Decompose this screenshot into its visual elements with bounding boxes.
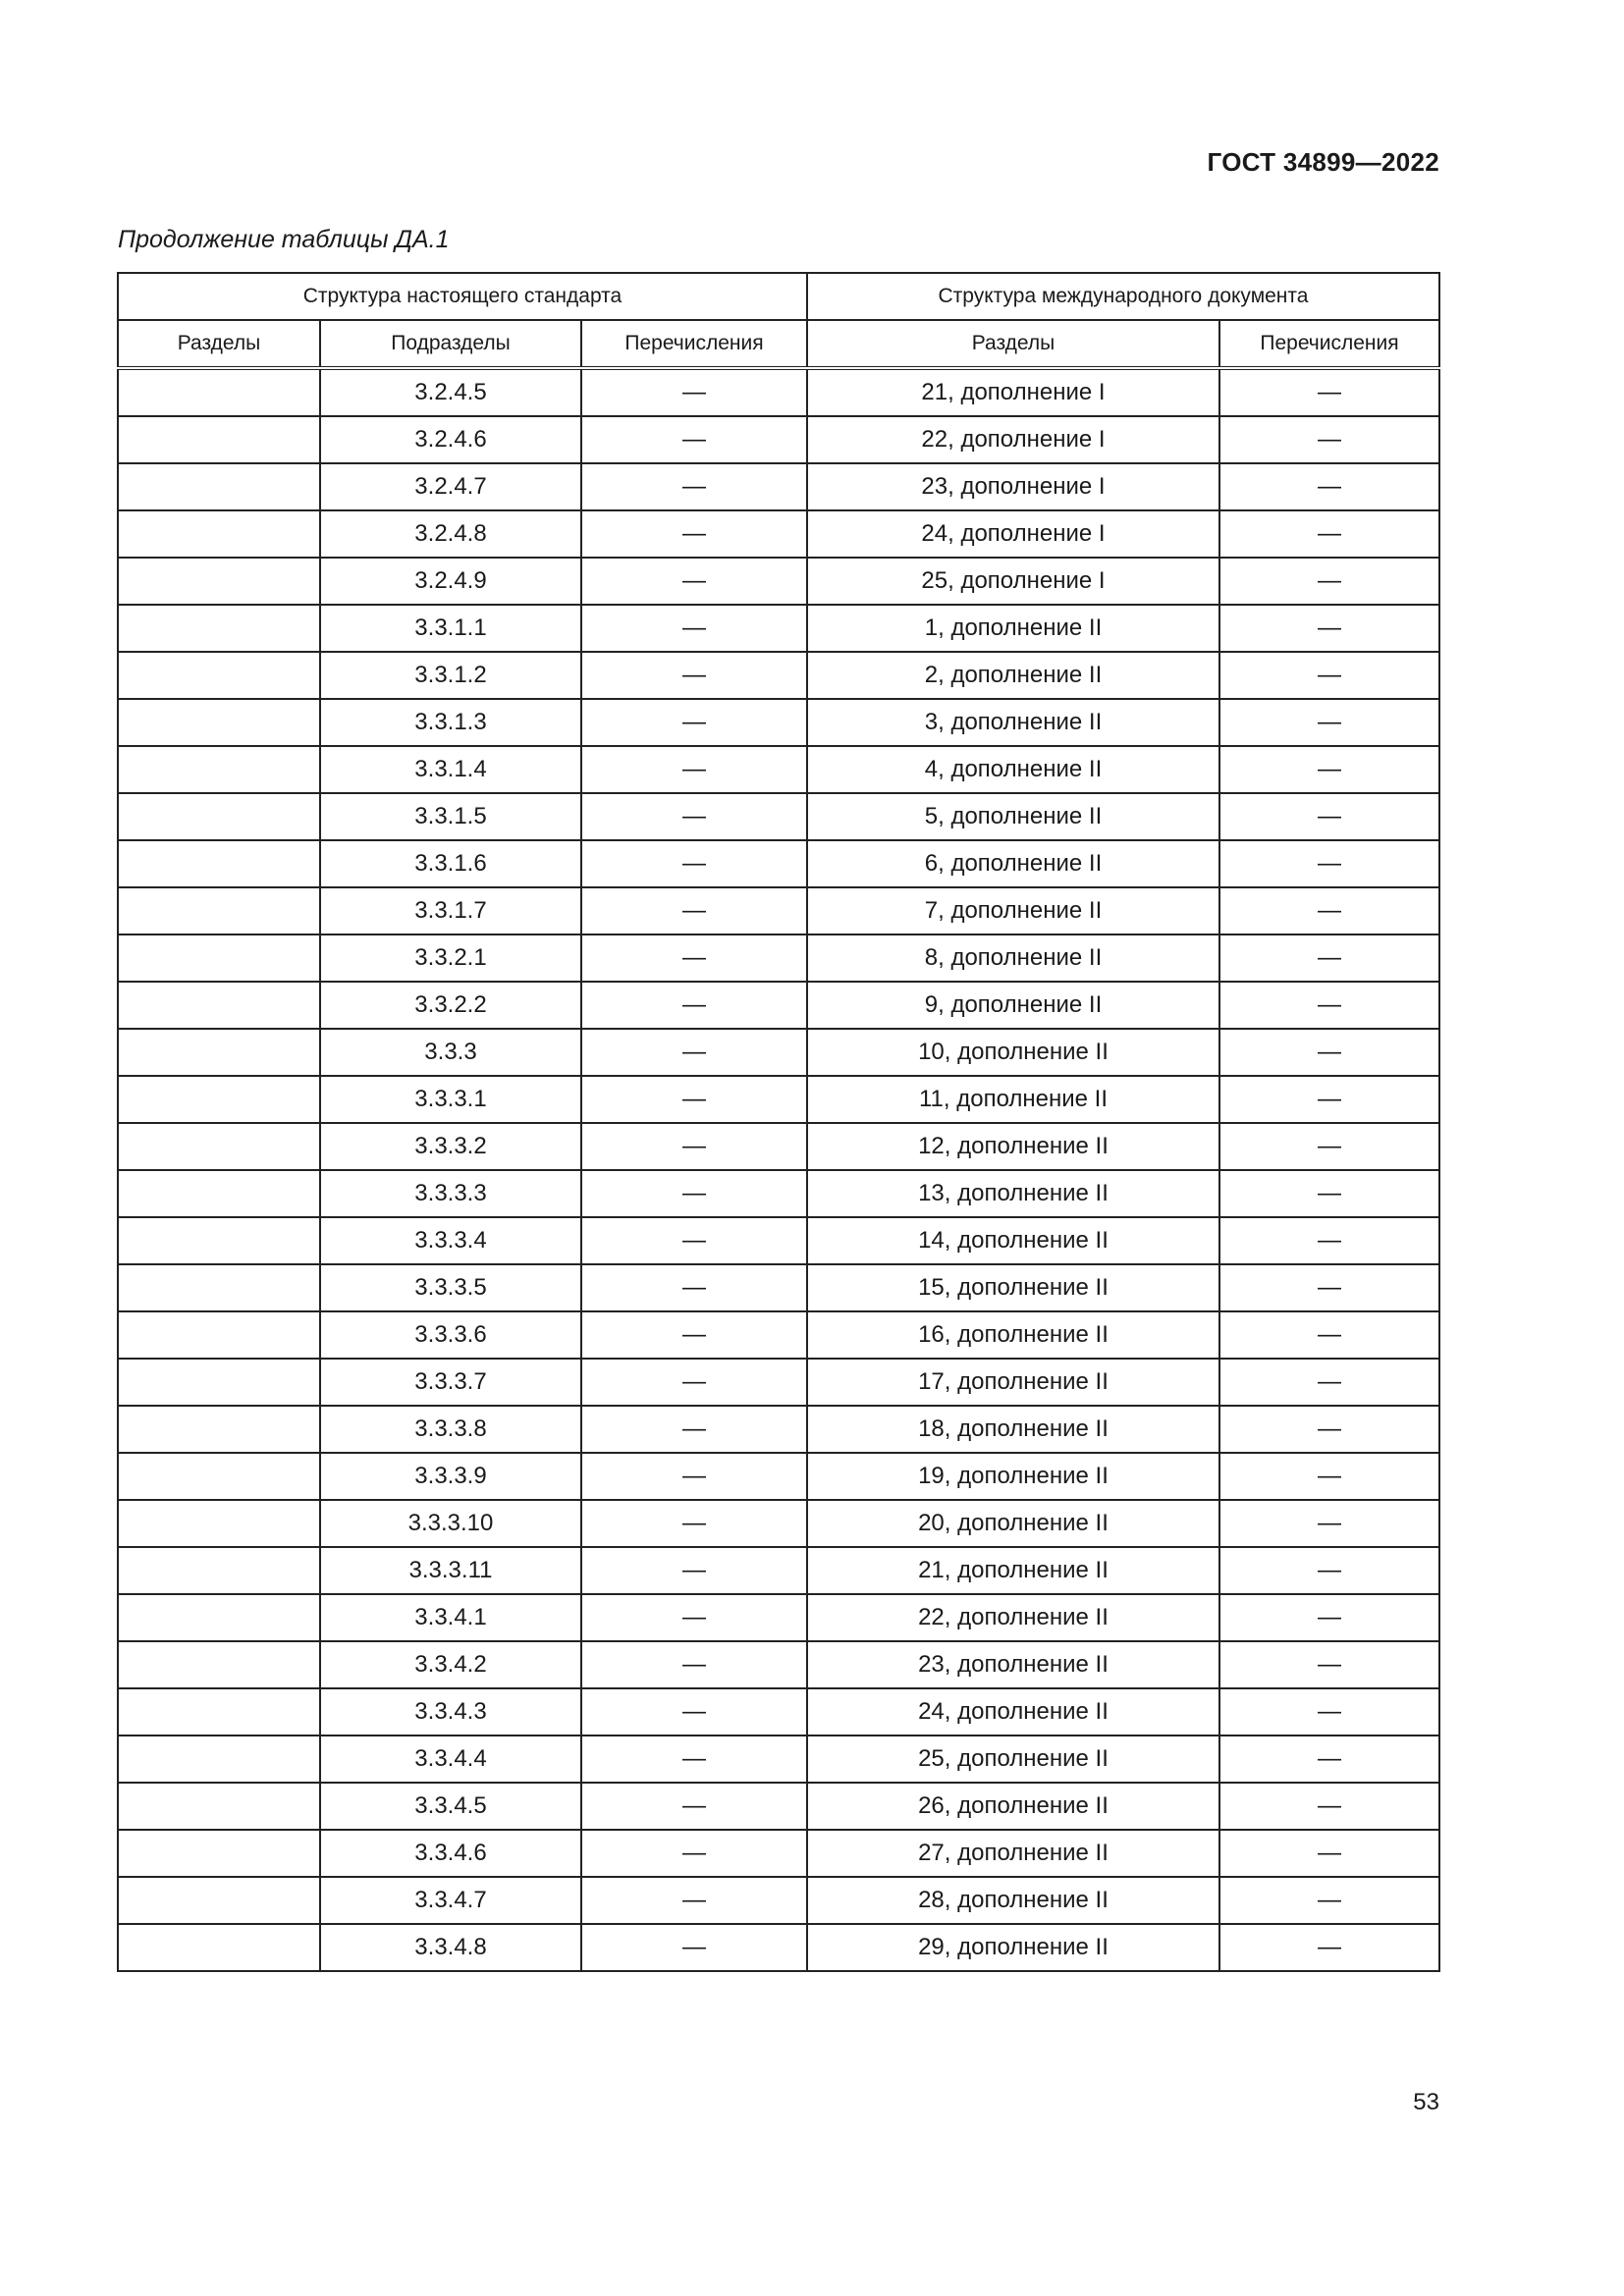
cell-intl-section: 6, дополнение II <box>807 840 1219 887</box>
column-header-intl-sections: Разделы <box>807 320 1219 368</box>
cell-intl-enumeration: — <box>1219 1170 1439 1217</box>
cell-subsection: 3.3.3.8 <box>320 1406 581 1453</box>
table-row <box>118 793 1439 840</box>
table-row <box>118 1594 1439 1641</box>
cell-section <box>118 934 320 982</box>
table-row <box>118 1641 1439 1688</box>
cell-subsection: 3.3.1.2 <box>320 652 581 699</box>
cell-enumeration: — <box>581 1406 807 1453</box>
cell-section <box>118 368 320 416</box>
cell-section <box>118 1406 320 1453</box>
cell-enumeration: — <box>581 1170 807 1217</box>
table-header <box>118 273 1439 368</box>
cell-section <box>118 463 320 510</box>
cell-intl-section: 18, дополнение II <box>807 1406 1219 1453</box>
cell-intl-enumeration: — <box>1219 368 1439 416</box>
cell-intl-enumeration: — <box>1219 558 1439 605</box>
cell-intl-enumeration: — <box>1219 1123 1439 1170</box>
cell-section <box>118 746 320 793</box>
table-row <box>118 699 1439 746</box>
cell-intl-enumeration: — <box>1219 1877 1439 1924</box>
cell-intl-section: 3, дополнение II <box>807 699 1219 746</box>
cell-section <box>118 1500 320 1547</box>
cell-subsection: 3.3.4.2 <box>320 1641 581 1688</box>
cell-enumeration: — <box>581 934 807 982</box>
cell-intl-section: 4, дополнение II <box>807 746 1219 793</box>
table-row <box>118 652 1439 699</box>
cell-intl-enumeration: — <box>1219 982 1439 1029</box>
cell-subsection: 3.3.4.4 <box>320 1735 581 1783</box>
cell-subsection: 3.3.3.2 <box>320 1123 581 1170</box>
cell-intl-section: 13, дополнение II <box>807 1170 1219 1217</box>
cell-enumeration: — <box>581 793 807 840</box>
cell-intl-enumeration: — <box>1219 1830 1439 1877</box>
cell-section <box>118 1735 320 1783</box>
cell-intl-section: 25, дополнение I <box>807 558 1219 605</box>
cell-subsection: 3.3.4.8 <box>320 1924 581 1971</box>
table-body <box>118 368 1439 1971</box>
group-header-row <box>118 273 1439 320</box>
cell-intl-section: 23, дополнение I <box>807 463 1219 510</box>
table-row <box>118 1406 1439 1453</box>
table-row <box>118 1453 1439 1500</box>
cell-intl-enumeration: — <box>1219 463 1439 510</box>
group-header-this-standard: Структура настоящего стандарта <box>118 273 807 320</box>
cell-intl-enumeration: — <box>1219 1453 1439 1500</box>
table-row <box>118 1500 1439 1547</box>
column-header-intl-enumerations: Перечисления <box>1219 320 1439 368</box>
cell-section <box>118 1311 320 1359</box>
cell-enumeration: — <box>581 416 807 463</box>
cell-section <box>118 652 320 699</box>
correspondence-table <box>117 272 1440 1972</box>
cell-enumeration: — <box>581 982 807 1029</box>
cell-subsection: 3.3.1.1 <box>320 605 581 652</box>
cell-intl-section: 23, дополнение II <box>807 1641 1219 1688</box>
cell-intl-enumeration: — <box>1219 1924 1439 1971</box>
cell-subsection: 3.2.4.6 <box>320 416 581 463</box>
group-header-international-document: Структура международного документа <box>807 273 1439 320</box>
cell-subsection: 3.2.4.9 <box>320 558 581 605</box>
table-row <box>118 1783 1439 1830</box>
cell-enumeration: — <box>581 463 807 510</box>
cell-subsection: 3.3.4.6 <box>320 1830 581 1877</box>
cell-subsection: 3.3.3.3 <box>320 1170 581 1217</box>
column-header-enumerations: Перечисления <box>581 320 807 368</box>
cell-subsection: 3.3.3.7 <box>320 1359 581 1406</box>
cell-subsection: 3.3.1.5 <box>320 793 581 840</box>
cell-subsection: 3.3.4.3 <box>320 1688 581 1735</box>
cell-section <box>118 510 320 558</box>
cell-enumeration: — <box>581 1311 807 1359</box>
cell-intl-section: 20, дополнение II <box>807 1500 1219 1547</box>
cell-intl-enumeration: — <box>1219 699 1439 746</box>
cell-intl-enumeration: — <box>1219 1406 1439 1453</box>
table-row <box>118 368 1439 416</box>
cell-section <box>118 1594 320 1641</box>
page-number: 53 <box>1413 2089 1439 2115</box>
table-row <box>118 510 1439 558</box>
cell-subsection: 3.3.3.4 <box>320 1217 581 1264</box>
cell-intl-enumeration: — <box>1219 746 1439 793</box>
cell-subsection: 3.2.4.5 <box>320 368 581 416</box>
cell-subsection: 3.3.3.5 <box>320 1264 581 1311</box>
cell-intl-section: 28, дополнение II <box>807 1877 1219 1924</box>
cell-intl-enumeration: — <box>1219 1735 1439 1783</box>
cell-intl-section: 12, дополнение II <box>807 1123 1219 1170</box>
table-row <box>118 1359 1439 1406</box>
cell-intl-section: 15, дополнение II <box>807 1264 1219 1311</box>
cell-intl-enumeration: — <box>1219 1264 1439 1311</box>
cell-intl-enumeration: — <box>1219 887 1439 934</box>
table-row <box>118 605 1439 652</box>
cell-section <box>118 840 320 887</box>
table-row <box>118 1076 1439 1123</box>
cell-intl-section: 5, дополнение II <box>807 793 1219 840</box>
cell-subsection: 3.3.2.1 <box>320 934 581 982</box>
cell-enumeration: — <box>581 887 807 934</box>
table-row <box>118 416 1439 463</box>
cell-section <box>118 1641 320 1688</box>
column-header-subsections: Подразделы <box>320 320 581 368</box>
cell-intl-enumeration: — <box>1219 1217 1439 1264</box>
cell-subsection: 3.3.3.9 <box>320 1453 581 1500</box>
cell-enumeration: — <box>581 1076 807 1123</box>
cell-intl-enumeration: — <box>1219 1641 1439 1688</box>
cell-intl-section: 29, дополнение II <box>807 1924 1219 1971</box>
cell-section <box>118 1170 320 1217</box>
cell-enumeration: — <box>581 1830 807 1877</box>
cell-enumeration: — <box>581 1594 807 1641</box>
cell-section <box>118 887 320 934</box>
cell-enumeration: — <box>581 1735 807 1783</box>
cell-enumeration: — <box>581 605 807 652</box>
cell-subsection: 3.3.1.7 <box>320 887 581 934</box>
table-row <box>118 1311 1439 1359</box>
cell-intl-section: 24, дополнение I <box>807 510 1219 558</box>
cell-intl-section: 16, дополнение II <box>807 1311 1219 1359</box>
cell-enumeration: — <box>581 1783 807 1830</box>
cell-section <box>118 1924 320 1971</box>
cell-section <box>118 1877 320 1924</box>
cell-subsection: 3.3.3.11 <box>320 1547 581 1594</box>
table-row <box>118 1264 1439 1311</box>
cell-subsection: 3.2.4.7 <box>320 463 581 510</box>
cell-section <box>118 1688 320 1735</box>
cell-intl-section: 7, дополнение II <box>807 887 1219 934</box>
cell-intl-section: 1, дополнение II <box>807 605 1219 652</box>
cell-enumeration: — <box>581 1359 807 1406</box>
cell-enumeration: — <box>581 1264 807 1311</box>
cell-enumeration: — <box>581 1877 807 1924</box>
cell-section <box>118 1029 320 1076</box>
cell-section <box>118 558 320 605</box>
table-row <box>118 1217 1439 1264</box>
cell-subsection: 3.3.3.10 <box>320 1500 581 1547</box>
column-header-row <box>118 320 1439 368</box>
cell-intl-enumeration: — <box>1219 652 1439 699</box>
cell-section <box>118 1076 320 1123</box>
cell-intl-section: 9, дополнение II <box>807 982 1219 1029</box>
cell-intl-enumeration: — <box>1219 793 1439 840</box>
table-row <box>118 1924 1439 1971</box>
cell-intl-enumeration: — <box>1219 1359 1439 1406</box>
table-row <box>118 558 1439 605</box>
cell-subsection: 3.3.3.6 <box>320 1311 581 1359</box>
table-row <box>118 934 1439 982</box>
cell-intl-enumeration: — <box>1219 1594 1439 1641</box>
table-caption: Продолжение таблицы ДА.1 <box>118 226 450 253</box>
cell-section <box>118 699 320 746</box>
cell-intl-section: 21, дополнение I <box>807 368 1219 416</box>
cell-intl-section: 11, дополнение II <box>807 1076 1219 1123</box>
cell-intl-section: 26, дополнение II <box>807 1783 1219 1830</box>
cell-section <box>118 1783 320 1830</box>
cell-intl-section: 2, дополнение II <box>807 652 1219 699</box>
cell-intl-enumeration: — <box>1219 510 1439 558</box>
cell-intl-section: 27, дополнение II <box>807 1830 1219 1877</box>
cell-intl-section: 8, дополнение II <box>807 934 1219 982</box>
cell-section <box>118 1264 320 1311</box>
cell-enumeration: — <box>581 1547 807 1594</box>
cell-enumeration: — <box>581 699 807 746</box>
cell-enumeration: — <box>581 1924 807 1971</box>
table-row <box>118 1830 1439 1877</box>
cell-intl-section: 25, дополнение II <box>807 1735 1219 1783</box>
cell-subsection: 3.3.1.6 <box>320 840 581 887</box>
cell-section <box>118 1359 320 1406</box>
cell-intl-enumeration: — <box>1219 840 1439 887</box>
cell-subsection: 3.3.1.4 <box>320 746 581 793</box>
cell-enumeration: — <box>581 1123 807 1170</box>
cell-intl-enumeration: — <box>1219 1783 1439 1830</box>
cell-subsection: 3.3.4.5 <box>320 1783 581 1830</box>
cell-intl-section: 17, дополнение II <box>807 1359 1219 1406</box>
cell-subsection: 3.3.3 <box>320 1029 581 1076</box>
cell-enumeration: — <box>581 1500 807 1547</box>
cell-subsection: 3.3.4.7 <box>320 1877 581 1924</box>
cell-section <box>118 1453 320 1500</box>
cell-section <box>118 982 320 1029</box>
table-row <box>118 1123 1439 1170</box>
cell-intl-section: 21, дополнение II <box>807 1547 1219 1594</box>
cell-intl-enumeration: — <box>1219 1688 1439 1735</box>
cell-section <box>118 793 320 840</box>
table-row <box>118 1877 1439 1924</box>
cell-intl-section: 22, дополнение I <box>807 416 1219 463</box>
cell-section <box>118 1217 320 1264</box>
cell-intl-enumeration: — <box>1219 1029 1439 1076</box>
cell-intl-enumeration: — <box>1219 1547 1439 1594</box>
table-row <box>118 1547 1439 1594</box>
column-header-sections: Разделы <box>118 320 320 368</box>
cell-enumeration: — <box>581 1453 807 1500</box>
document-code: ГОСТ 34899—2022 <box>1207 147 1439 177</box>
cell-section <box>118 1830 320 1877</box>
table-row <box>118 1029 1439 1076</box>
cell-subsection: 3.3.4.1 <box>320 1594 581 1641</box>
table-row <box>118 1170 1439 1217</box>
cell-section <box>118 416 320 463</box>
cell-intl-enumeration: — <box>1219 1311 1439 1359</box>
table-row <box>118 1735 1439 1783</box>
cell-subsection: 3.3.1.3 <box>320 699 581 746</box>
cell-intl-enumeration: — <box>1219 416 1439 463</box>
cell-enumeration: — <box>581 510 807 558</box>
cell-enumeration: — <box>581 652 807 699</box>
table-row <box>118 1688 1439 1735</box>
cell-intl-section: 19, дополнение II <box>807 1453 1219 1500</box>
cell-intl-enumeration: — <box>1219 934 1439 982</box>
cell-enumeration: — <box>581 1217 807 1264</box>
cell-intl-enumeration: — <box>1219 1076 1439 1123</box>
cell-intl-enumeration: — <box>1219 605 1439 652</box>
table-row <box>118 887 1439 934</box>
cell-section <box>118 1547 320 1594</box>
cell-intl-section: 14, дополнение II <box>807 1217 1219 1264</box>
table-row <box>118 982 1439 1029</box>
cell-section <box>118 605 320 652</box>
table-row <box>118 840 1439 887</box>
table-row <box>118 463 1439 510</box>
cell-enumeration: — <box>581 368 807 416</box>
cell-enumeration: — <box>581 746 807 793</box>
cell-intl-section: 22, дополнение II <box>807 1594 1219 1641</box>
cell-subsection: 3.3.3.1 <box>320 1076 581 1123</box>
cell-intl-section: 24, дополнение II <box>807 1688 1219 1735</box>
cell-enumeration: — <box>581 1029 807 1076</box>
cell-intl-enumeration: — <box>1219 1500 1439 1547</box>
cell-enumeration: — <box>581 1641 807 1688</box>
cell-subsection: 3.2.4.8 <box>320 510 581 558</box>
cell-enumeration: — <box>581 558 807 605</box>
table-row <box>118 746 1439 793</box>
cell-enumeration: — <box>581 1688 807 1735</box>
cell-subsection: 3.3.2.2 <box>320 982 581 1029</box>
cell-section <box>118 1123 320 1170</box>
cell-intl-section: 10, дополнение II <box>807 1029 1219 1076</box>
cell-enumeration: — <box>581 840 807 887</box>
